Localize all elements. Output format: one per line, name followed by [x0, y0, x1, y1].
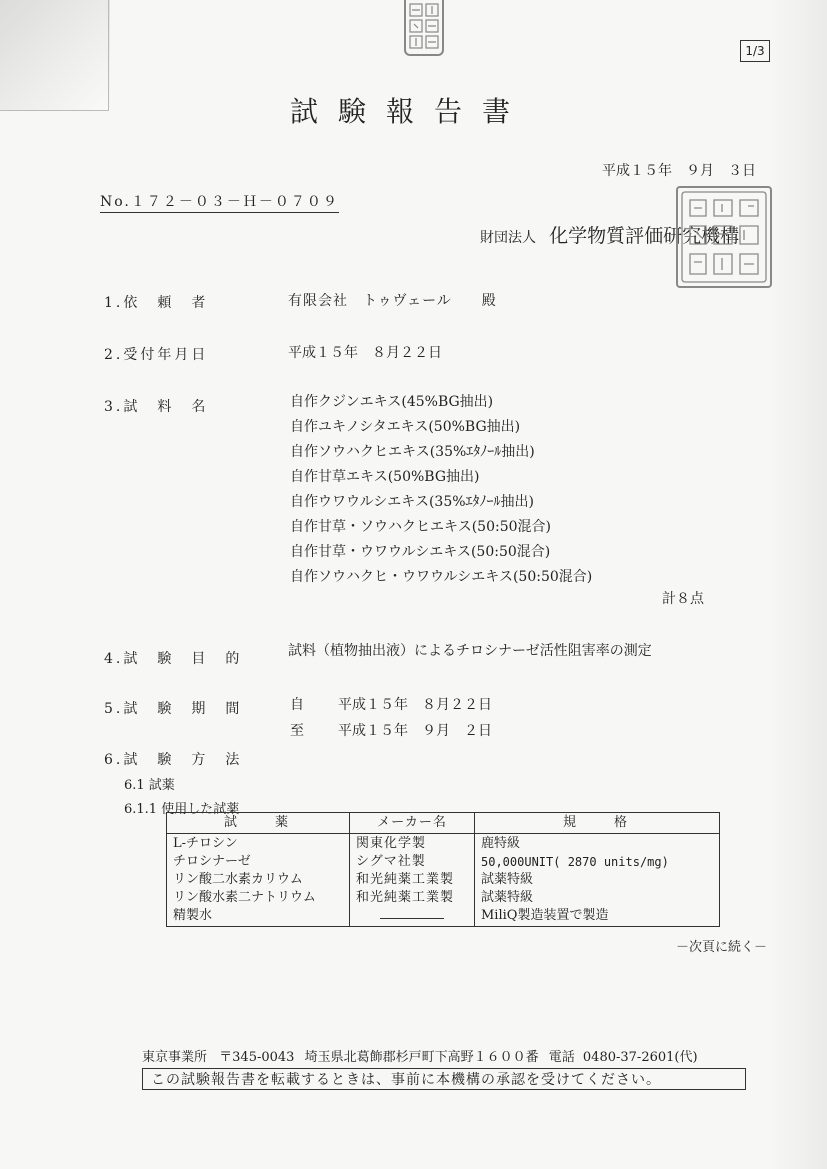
maker-header: メーカー名	[350, 813, 475, 834]
maker-name: 和光純薬工業製	[356, 890, 455, 905]
maker-none-dash	[356, 907, 468, 925]
maker-name: シグマ社製	[356, 854, 426, 869]
client-value: 有限会社 トゥヴェール 殿	[288, 293, 497, 309]
reagent-name: チロシナーゼ	[173, 854, 251, 869]
organization-seal-stamp	[676, 186, 772, 288]
report-number: No.１７２－０３－Ｈ－０７０９	[100, 191, 339, 213]
purpose-value: 試料（植物抽出液）によるチロシナーゼ活性阻害率の測定	[288, 643, 652, 659]
page-title: 試験報告書	[290, 95, 531, 128]
continued-note: －次頁に続く－	[676, 940, 768, 955]
issuer-type: 財団法人	[480, 230, 536, 246]
page-number: 1/3	[740, 40, 770, 62]
used-reagents-subheading: 6.1.1 使用した試薬	[124, 802, 240, 817]
sample-item: 自作ユキノシタエキス(50%BG抽出)	[290, 419, 521, 435]
received-date-label: 2.受付年月日	[104, 347, 209, 363]
top-seal-stamp	[404, 0, 444, 56]
spec-value: 試薬特級	[481, 872, 534, 887]
reagent-name: 精製水	[173, 908, 213, 923]
spec-value: MiliQ製造装置で製造	[481, 908, 609, 923]
sample-name-label: 3.試 料 名	[104, 399, 209, 415]
purpose-label: 4.試 験 目 的	[104, 651, 243, 667]
sample-item: 自作甘草エキス(50%BG抽出)	[290, 469, 480, 485]
reprint-notice: この試験報告書を転載するときは、事前に本機構の承認を受けてください。	[142, 1068, 746, 1090]
period-label: 5.試 験 期 間	[104, 701, 243, 717]
scan-right-shade	[767, 0, 827, 1169]
sample-item: 自作ウワウルシエキス(35%ｴﾀﾉｰﾙ抽出)	[290, 494, 534, 510]
sample-item: 自作甘草・ウワウルシエキス(50:50混合)	[290, 544, 551, 560]
seal-pattern-icon	[678, 188, 770, 286]
maker-name: 和光純薬工業製	[356, 872, 455, 887]
spec-value: 試薬特級	[481, 890, 534, 905]
reagent-table	[166, 812, 720, 927]
period-from-label: 自	[290, 697, 304, 713]
maker-names-cell	[350, 834, 475, 927]
office-address: 埼玉県北葛飾郡杉戸町下高野１６００番	[304, 1050, 539, 1065]
spec-cell	[475, 834, 720, 927]
period-to-label: 至	[290, 723, 304, 739]
period-to-date: 平成１５年 ９月 ２日	[338, 723, 492, 739]
spec-value: 鹿特級	[481, 836, 521, 851]
folded-corner	[0, 0, 109, 111]
reagent-name: リン酸二水素カリウム	[173, 872, 303, 887]
sample-item: 自作クジンエキス(45%BG抽出)	[290, 394, 494, 410]
sample-item: 自作ソウハクヒエキス(35%ｴﾀﾉｰﾙ抽出)	[290, 444, 535, 460]
maker-name: 関東化学製	[356, 836, 427, 851]
seal-glyphs-icon	[406, 0, 442, 52]
sample-list	[290, 390, 592, 590]
office-name: 東京事業所	[142, 1050, 208, 1065]
period-from-date: 平成１５年 ８月２２日	[338, 697, 492, 713]
issuer-name: 化学物質評価研究機構	[549, 225, 740, 247]
sample-item: 自作甘草・ソウハクヒエキス(50:50混合)	[290, 519, 551, 535]
reagents-subheading: 6.1 試薬	[124, 778, 175, 793]
reagent-names-cell	[167, 834, 350, 927]
spec-value: 50,000UNIT( 2870 units/mg)	[481, 855, 669, 869]
reagent-name: リン酸水素二ナトリウム	[173, 890, 316, 905]
spec-header: 規 格	[475, 813, 720, 834]
reagent-name: L-チロシン	[173, 836, 238, 851]
reagent-header: 試 薬	[167, 813, 350, 834]
footer-address	[142, 1046, 698, 1065]
client-label: 1.依 頼 者	[104, 295, 209, 311]
received-date-value: 平成１５年 ８月２２日	[288, 345, 442, 361]
sample-item: 自作ソウハクヒ・ウワウルシエキス(50:50混合)	[290, 569, 593, 585]
phone-number: 0480-37-2601(代)	[582, 1050, 698, 1065]
method-label: 6.試 験 方 法	[104, 752, 243, 768]
postal-code: 〒345-0043	[219, 1050, 295, 1065]
phone-label: 電話	[548, 1050, 575, 1065]
sample-total: 計８点	[662, 591, 704, 607]
report-date: 平成１５年 ９月 ３日	[602, 163, 756, 179]
